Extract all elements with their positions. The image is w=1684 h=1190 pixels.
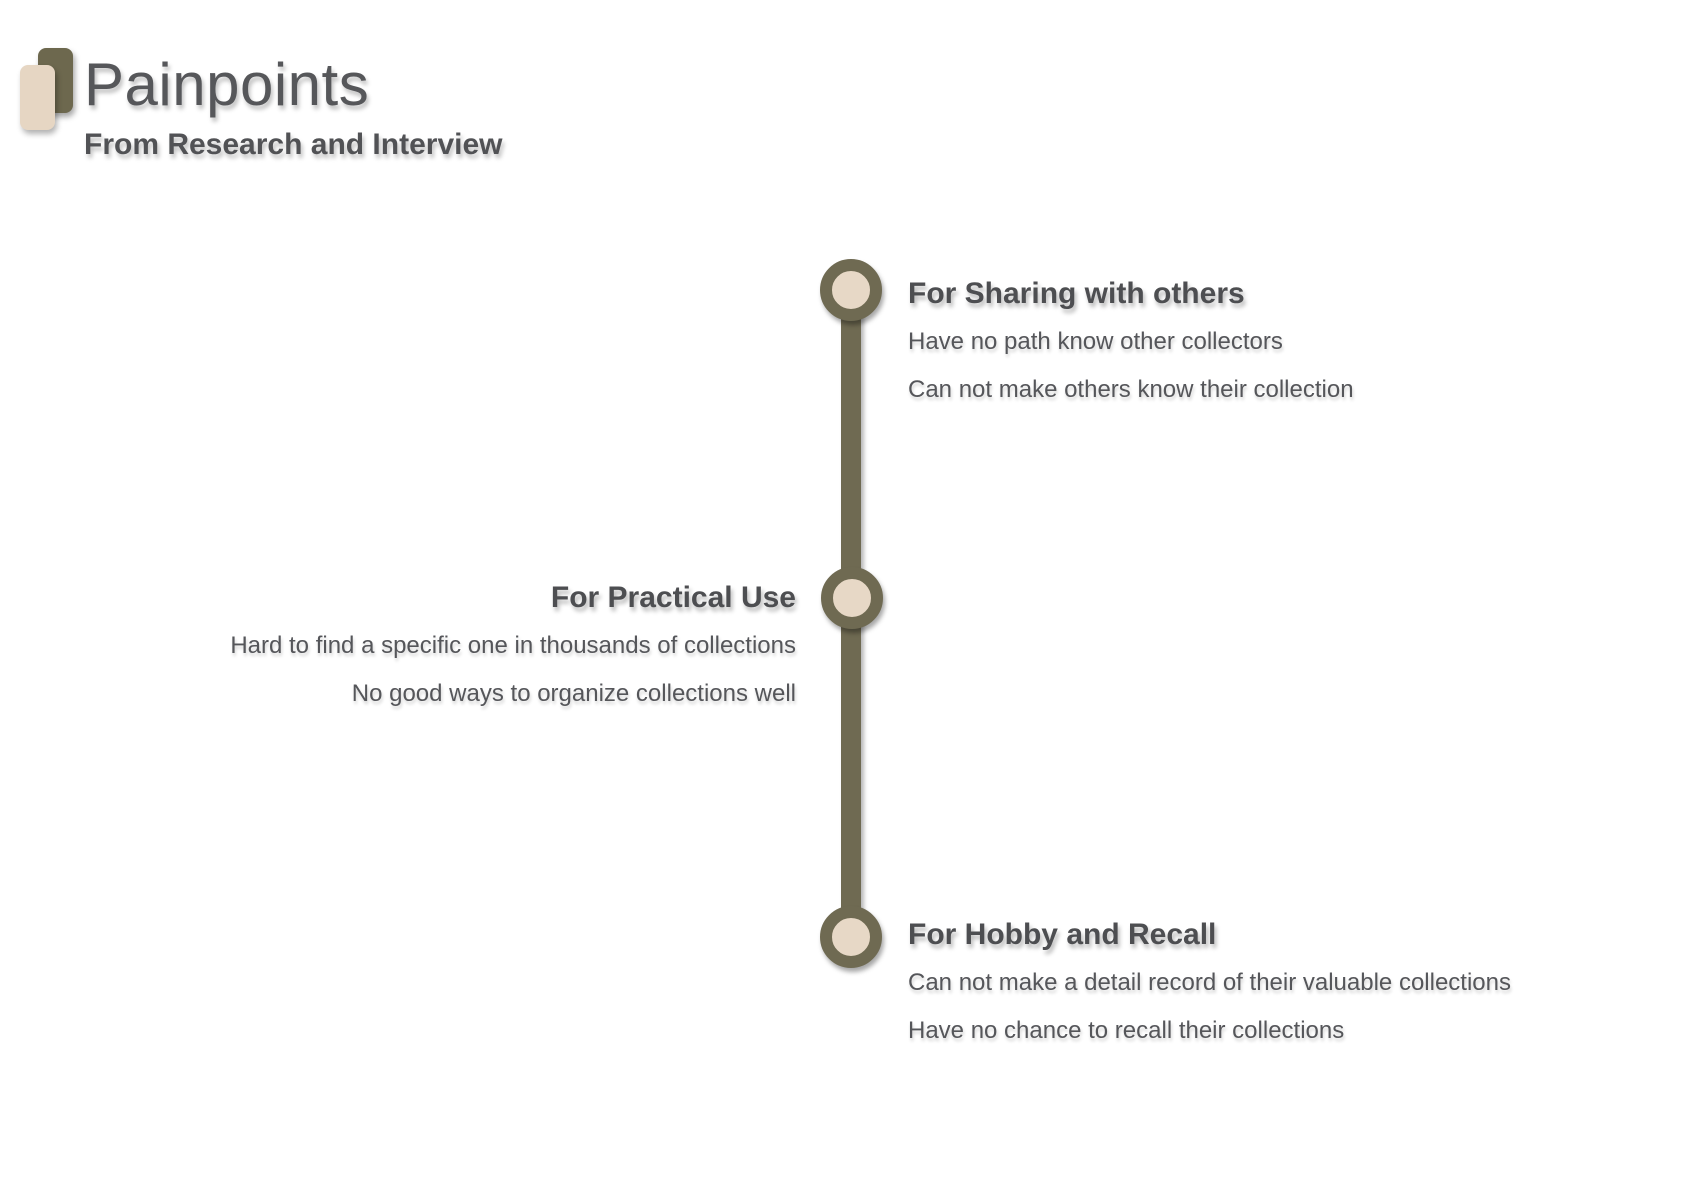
node-point: Hard to find a specific one in thousands of collections xyxy=(230,632,796,659)
node-title: For Practical Use xyxy=(550,581,796,614)
logo-front-shape xyxy=(20,65,55,130)
node-point: Can not make others know their collection xyxy=(908,376,1354,403)
node-point: Have no chance to recall their collections xyxy=(908,1017,1345,1044)
node-point: Can not make a detail record of their valuable collections xyxy=(908,969,1511,996)
node-point: Have no path know other collectors xyxy=(908,328,1283,355)
node-title: For Hobby and Recall xyxy=(908,918,1217,951)
timeline-item-hobby xyxy=(908,915,1568,1055)
timeline-item-sharing xyxy=(908,274,1568,414)
timeline-item-practical xyxy=(96,578,796,718)
timeline-dot-practical xyxy=(821,567,883,629)
timeline-dot-hobby xyxy=(820,906,882,968)
page-title: Painpoints xyxy=(84,51,370,118)
node-title: For Sharing with others xyxy=(908,277,1245,310)
timeline-dot-sharing xyxy=(820,259,882,321)
page-subtitle: From Research and Interview xyxy=(84,128,503,161)
node-point: No good ways to organize collections well xyxy=(351,680,796,707)
